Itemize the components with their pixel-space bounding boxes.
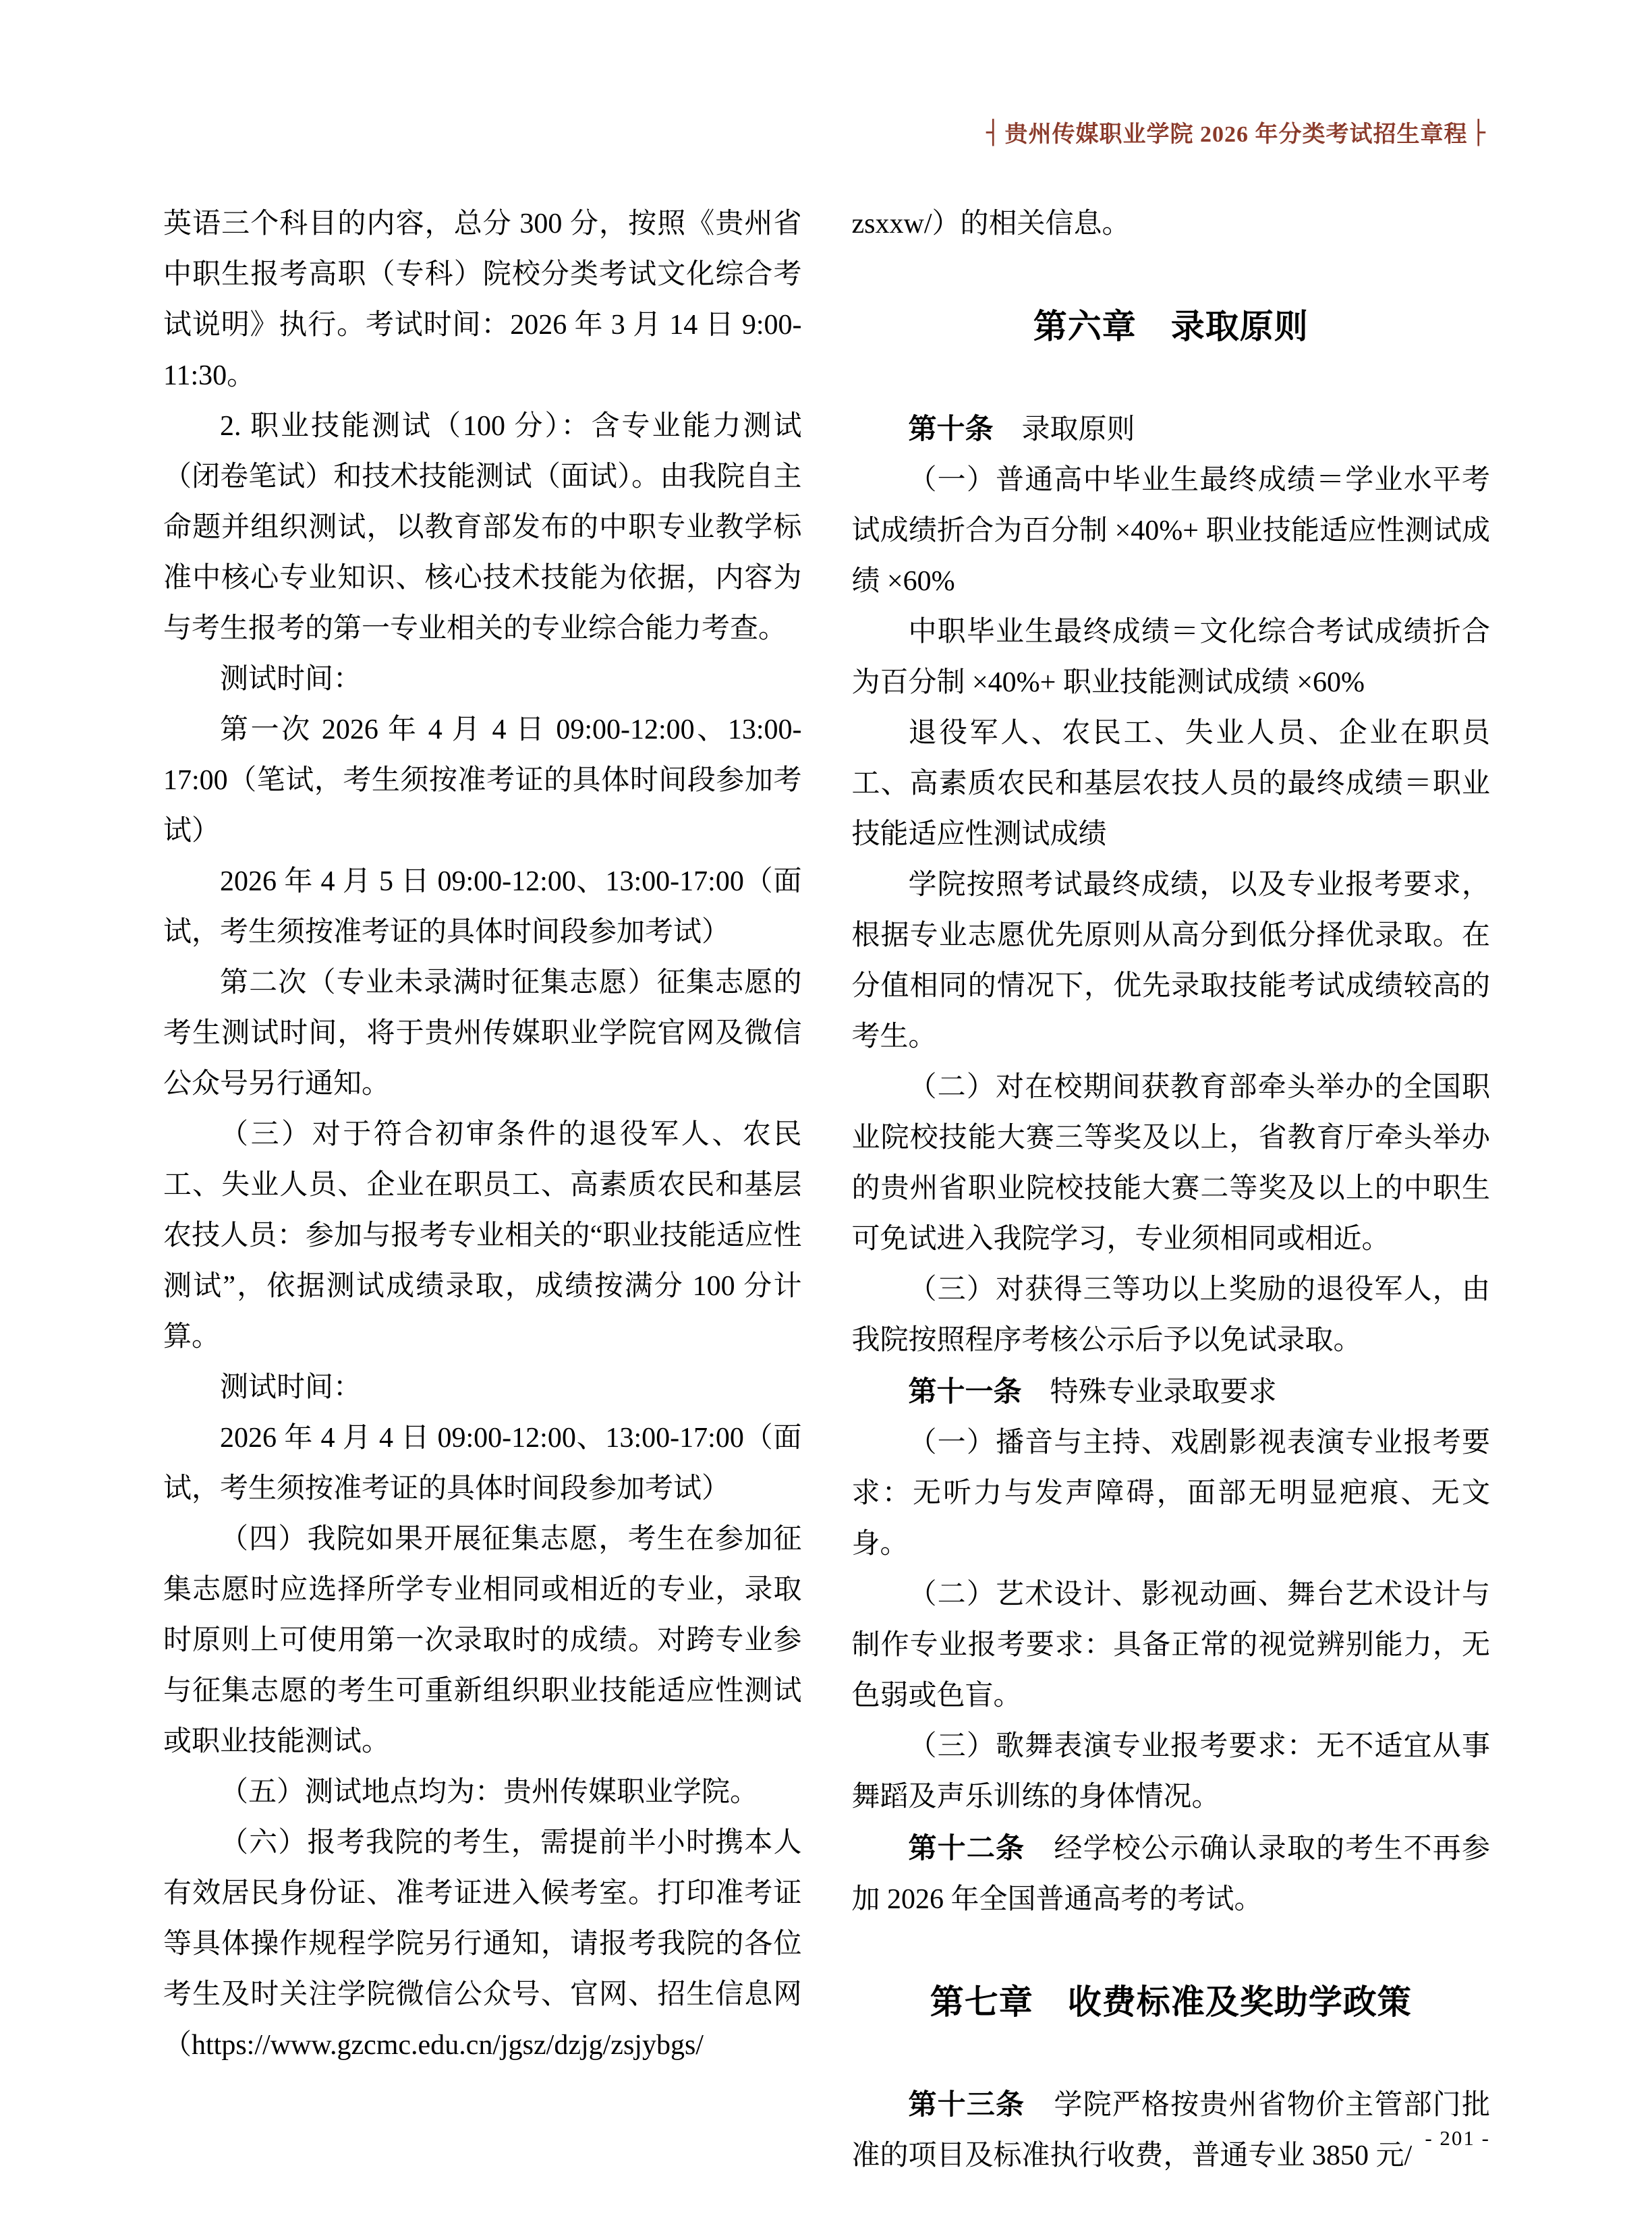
article-12 [852,1823,1491,1925]
two-column-body [163,199,1490,2181]
paragraph: （四）我院如果开展征集志愿，考生在参加征集志愿时应选择所学专业相同或相近的专业，录取时原则上可使用第一次录取时的成绩。对跨专业参与征集志愿的考生可重新组织职业技能适应性测试或职业技能测试。 [163,1524,802,1757]
paragraph: 第一次 2026 年 4 月 4 日 09:00-12:00、13:00-17:00（笔试，考生须按准考证的具体时间段参加考试） [163,714,802,847]
article-13 [852,2079,1491,2181]
article-10-title: 录取原则 [993,414,1135,445]
article-10 [852,403,1491,455]
page-header [163,119,1490,150]
paragraph: 2. 职业技能测试（100 分）：含专业能力测试（闭卷笔试）和技术技能测试（面试）。由我院自主命题并组织测试，以教育部发布的中职专业教学标准中核心专业知识、核心技术技能为依据，内容为与考生报考的第一专业相关的专业综合能力考查。 [163,411,802,644]
paragraph: 测试时间： [220,1372,362,1403]
paragraph-with-url: （六）报考我院的考生，需提前半小时携本人有效居民身份证、准考证进入候考室。打印准考证等具体操作规程学院另行通知，请报考我院的各位考生及时关注学院微信公众号、官网、招生信息网（https://www.gzcmc.edu.cn/jgsz/dzjg/zsjybgs/ [163,1827,802,2061]
chapter-7-heading: 第七章 收费标准及奖助学政策 [930,1983,1412,2021]
paragraph: 退役军人、农民工、失业人员、企业在职员工、高素质农民和基层农技人员的最终成绩＝职业技能适应性测试成绩 [851,718,1490,850]
article-11-number: 第十一条 [908,1375,1022,1407]
right-column [852,199,1491,2181]
page-header-title: 贵州传媒职业学院 2026 年分类考试招生章程 [1004,122,1468,147]
article-12-text: 经学校公示确认录取的考生不再参加 2026 年全国普通高考的考试。 [851,1833,1490,1915]
header-left-tick-icon: ┤ [986,119,1001,146]
left-column [163,199,802,2181]
article-11-title: 特殊专业录取要求 [1021,1377,1277,1408]
paragraph: 第二次（专业未录满时征集志愿）征集志愿的考生测试时间，将于贵州传媒职业学院官网及微信公众号另行通知。 [163,967,802,1100]
paragraph: 英语三个科目的内容，总分 300 分，按照《贵州省中职生报考高职（专科）院校分类考试文化综合考试说明》执行。考试时间：2026 年 3 月 14 日 9:00-11:30。 [163,208,802,391]
paragraph: （三）对于符合初审条件的退役军人、农民工、失业人员、企业在职员工、高素质农民和基层农技人员：参加与报考专业相关的“职业技能适应性测试”，依据测试成绩录取，成绩按满分 100 分计算。 [163,1119,802,1352]
paragraph-continuation: zsxxw/）的相关信息。 [851,208,1131,239]
paragraph: 测试时间： [220,664,362,695]
article-10-number: 第十条 [908,413,994,445]
paragraph: （二）艺术设计、影视动画、舞台艺术设计与制作专业报考要求：具备正常的视觉辨别能力，无色弱或色盲。 [851,1579,1490,1711]
paragraph: 2026 年 4 月 5 日 09:00-12:00、13:00-17:00（面试，考生须按准考证的具体时间段参加考试） [163,866,802,948]
article-13-text: 学院严格按贵州省物价主管部门批准的项目及标准执行收费，普通专业 3850 元/ [851,2090,1490,2171]
chapter-6-heading: 第六章 录取原则 [1033,308,1309,345]
article-13-number: 第十三条 [908,2088,1025,2120]
paragraph: 2026 年 4 月 4 日 09:00-12:00、13:00-17:00（面试，考生须按准考证的具体时间段参加考试） [163,1423,802,1504]
paragraph: （一）播音与主持、戏剧影视表演专业报考要求：无听力与发声障碍，面部无明显疤痕、无文身。 [851,1427,1490,1560]
paragraph: （一）普通高中毕业生最终成绩＝学业水平考试成绩折合为百分制 ×40%+ 职业技能适应性测试成绩 ×60% [851,465,1490,597]
paragraph: （三）对获得三等功以上奖励的退役军人，由我院按照程序考核公示后予以免试录取。 [851,1274,1490,1356]
article-12-number: 第十二条 [908,1832,1025,1864]
page-number: - 201 - [1425,2126,1490,2150]
article-11 [852,1366,1491,1418]
paragraph: 中职毕业生最终成绩＝文化综合考试成绩折合为百分制 ×40%+ 职业技能测试成绩 ×60% [851,617,1490,698]
paragraph: （三）歌舞表演专业报考要求：无不适宜从事舞蹈及声乐训练的身体情况。 [851,1731,1490,1813]
header-right-tick-icon: ├ [1471,119,1486,146]
paragraph: 学院按照考试最终成绩，以及专业报考要求，根据专业志愿优先原则从高分到低分择优录取。在分值相同的情况下，优先录取技能考试成绩较高的考生。 [851,869,1490,1052]
paragraph: （五）测试地点均为：贵州传媒职业学院。 [220,1777,759,1808]
paragraph: （二）对在校期间获教育部牵头举办的全国职业院校技能大赛三等奖及以上，省教育厅牵头举办的贵州省职业院校技能大赛二等奖及以上的中职生可免试进入我院学习，专业须相同或相近。 [851,1072,1490,1255]
